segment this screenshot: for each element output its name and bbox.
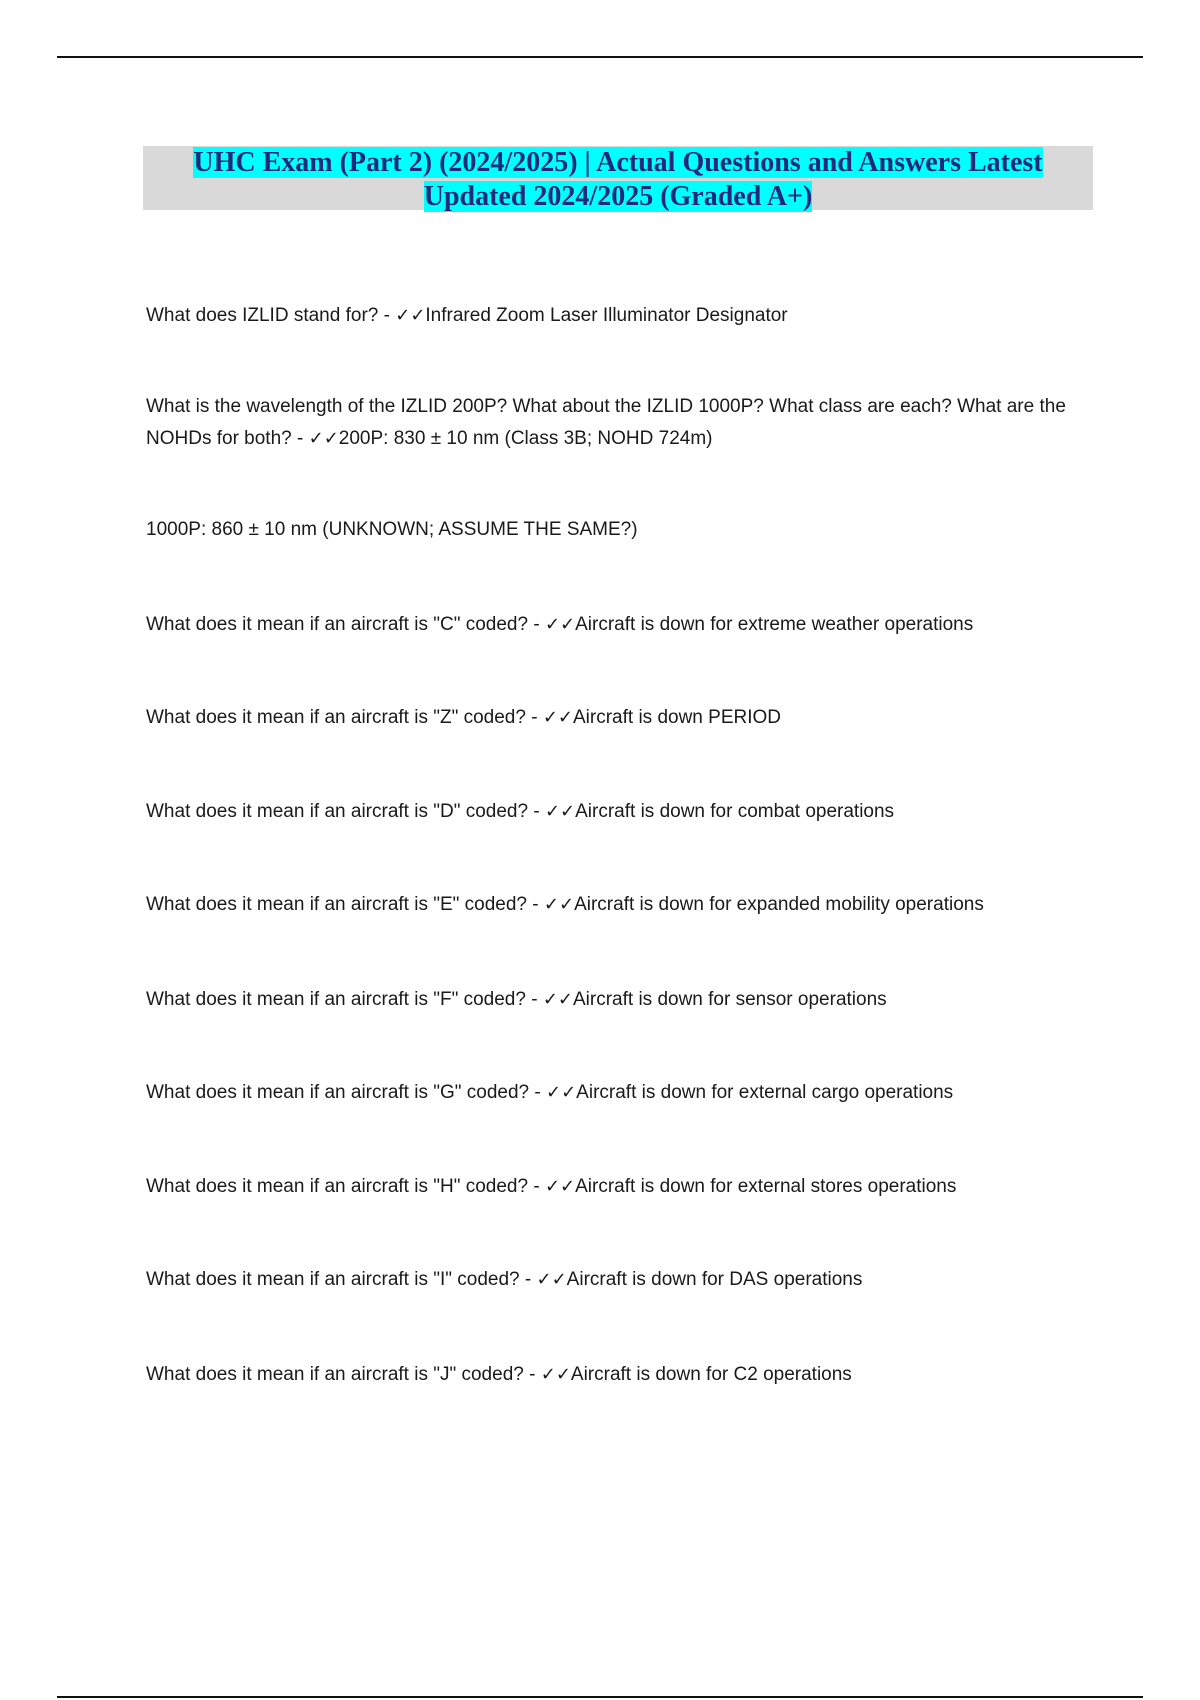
bottom-rule xyxy=(57,1696,1143,1698)
check-icon: ✓✓ xyxy=(544,1176,576,1197)
qa-item-e-coded: What does it mean if an aircraft is "E" coded? - ✓✓Aircraft is down for expanded mobility operations xyxy=(146,894,984,915)
question-text: What does it mean if an aircraft is "H" coded? xyxy=(146,1176,529,1197)
check-icon: ✓✓ xyxy=(542,707,573,728)
title-line-1: UHC Exam (Part 2) (2024/2025) | Actual Questions and Answers Latest xyxy=(193,147,1043,178)
question-text: What does it mean if an aircraft is "C" coded? xyxy=(146,614,529,635)
question-text: What does it mean if an aircraft is "F" coded? xyxy=(146,989,526,1010)
answer-text: Infrared Zoom Laser Illuminator Designator xyxy=(425,305,788,326)
answer-text: Aircraft is down for external stores operations xyxy=(575,1176,957,1197)
question-text: What does it mean if an aircraft is "Z" coded? xyxy=(146,707,526,728)
qa-item-h-coded: What does it mean if an aircraft is "H" coded? - ✓✓Aircraft is down for external stores operations xyxy=(146,1176,957,1197)
qa-item-f-coded: What does it mean if an aircraft is "F" coded? - ✓✓Aircraft is down for sensor operations xyxy=(146,989,887,1010)
check-icon: ✓✓ xyxy=(544,614,576,635)
answer-text: Aircraft is down for extreme weather operations xyxy=(575,614,974,635)
question-text: What does it mean if an aircraft is "J" coded? xyxy=(146,1364,524,1385)
check-icon: ✓✓ xyxy=(308,428,339,449)
top-rule xyxy=(57,56,1143,58)
check-icon: ✓✓ xyxy=(536,1269,567,1290)
answer-text: Aircraft is down for sensor operations xyxy=(573,989,887,1010)
answer-text: 1000P: 860 ± 10 nm (UNKNOWN; ASSUME THE SAME?) xyxy=(146,519,638,540)
answer-text: Aircraft is down PERIOD xyxy=(573,707,781,728)
check-icon: ✓✓ xyxy=(540,1364,571,1385)
qa-item-i-coded: What does it mean if an aircraft is "I" coded? - ✓✓Aircraft is down for DAS operations xyxy=(146,1269,863,1290)
check-icon: ✓✓ xyxy=(543,894,575,915)
qa-item-c-coded: What does it mean if an aircraft is "C" coded? - ✓✓Aircraft is down for extreme weather operations xyxy=(146,614,974,635)
check-icon: ✓✓ xyxy=(544,801,576,822)
qa-item-g-coded: What does it mean if an aircraft is "G" coded? - ✓✓Aircraft is down for external cargo operations xyxy=(146,1082,954,1103)
question-text: What is the wavelength of the IZLID 200P? What about the IZLID 1000P? What class are each? What are the NOHDs for both? xyxy=(146,396,1066,449)
question-text: What does IZLID stand for? xyxy=(146,305,379,326)
answer-text: Aircraft is down for C2 operations xyxy=(570,1364,852,1385)
qa-item-d-coded: What does it mean if an aircraft is "D" coded? - ✓✓Aircraft is down for combat operations xyxy=(146,801,895,822)
answer-text: Aircraft is down for DAS operations xyxy=(566,1269,863,1290)
question-text: What does it mean if an aircraft is "I" coded? xyxy=(146,1269,520,1290)
question-text: What does it mean if an aircraft is "E" coded? xyxy=(146,894,528,915)
question-text: What does it mean if an aircraft is "G" coded? xyxy=(146,1082,530,1103)
answer-text: Aircraft is down for external cargo operations xyxy=(576,1082,954,1103)
qa-item-z-coded: What does it mean if an aircraft is "Z" coded? - ✓✓Aircraft is down PERIOD xyxy=(146,707,781,728)
qa-item-j-coded: What does it mean if an aircraft is "J" coded? - ✓✓Aircraft is down for C2 operations xyxy=(146,1364,852,1385)
answer-text: Aircraft is down for expanded mobility operations xyxy=(574,894,984,915)
check-icon: ✓✓ xyxy=(395,305,426,326)
answer-text: Aircraft is down for combat operations xyxy=(575,801,895,822)
check-icon: ✓✓ xyxy=(546,1082,577,1103)
qa-item-izlid: What does IZLID stand for? - ✓✓Infrared Zoom Laser Illuminator Designator xyxy=(146,305,788,326)
document-title xyxy=(143,146,1093,210)
question-text: What does it mean if an aircraft is "D" coded? xyxy=(146,801,529,822)
answer-text: 200P: 830 ± 10 nm (Class 3B; NOHD 724m) xyxy=(338,428,713,449)
qa-item-wavelength: What is the wavelength of the IZLID 200P? What about the IZLID 1000P? What class are each? What are the NOHDs for both? - ✓✓200P: 830 ± 10 nm (Class 3B; NOHD 724m) xyxy=(146,396,1066,449)
answer-continuation xyxy=(146,514,1106,546)
title-line-2: Updated 2024/2025 (Graded A+) xyxy=(423,181,813,212)
check-icon: ✓✓ xyxy=(542,989,573,1010)
